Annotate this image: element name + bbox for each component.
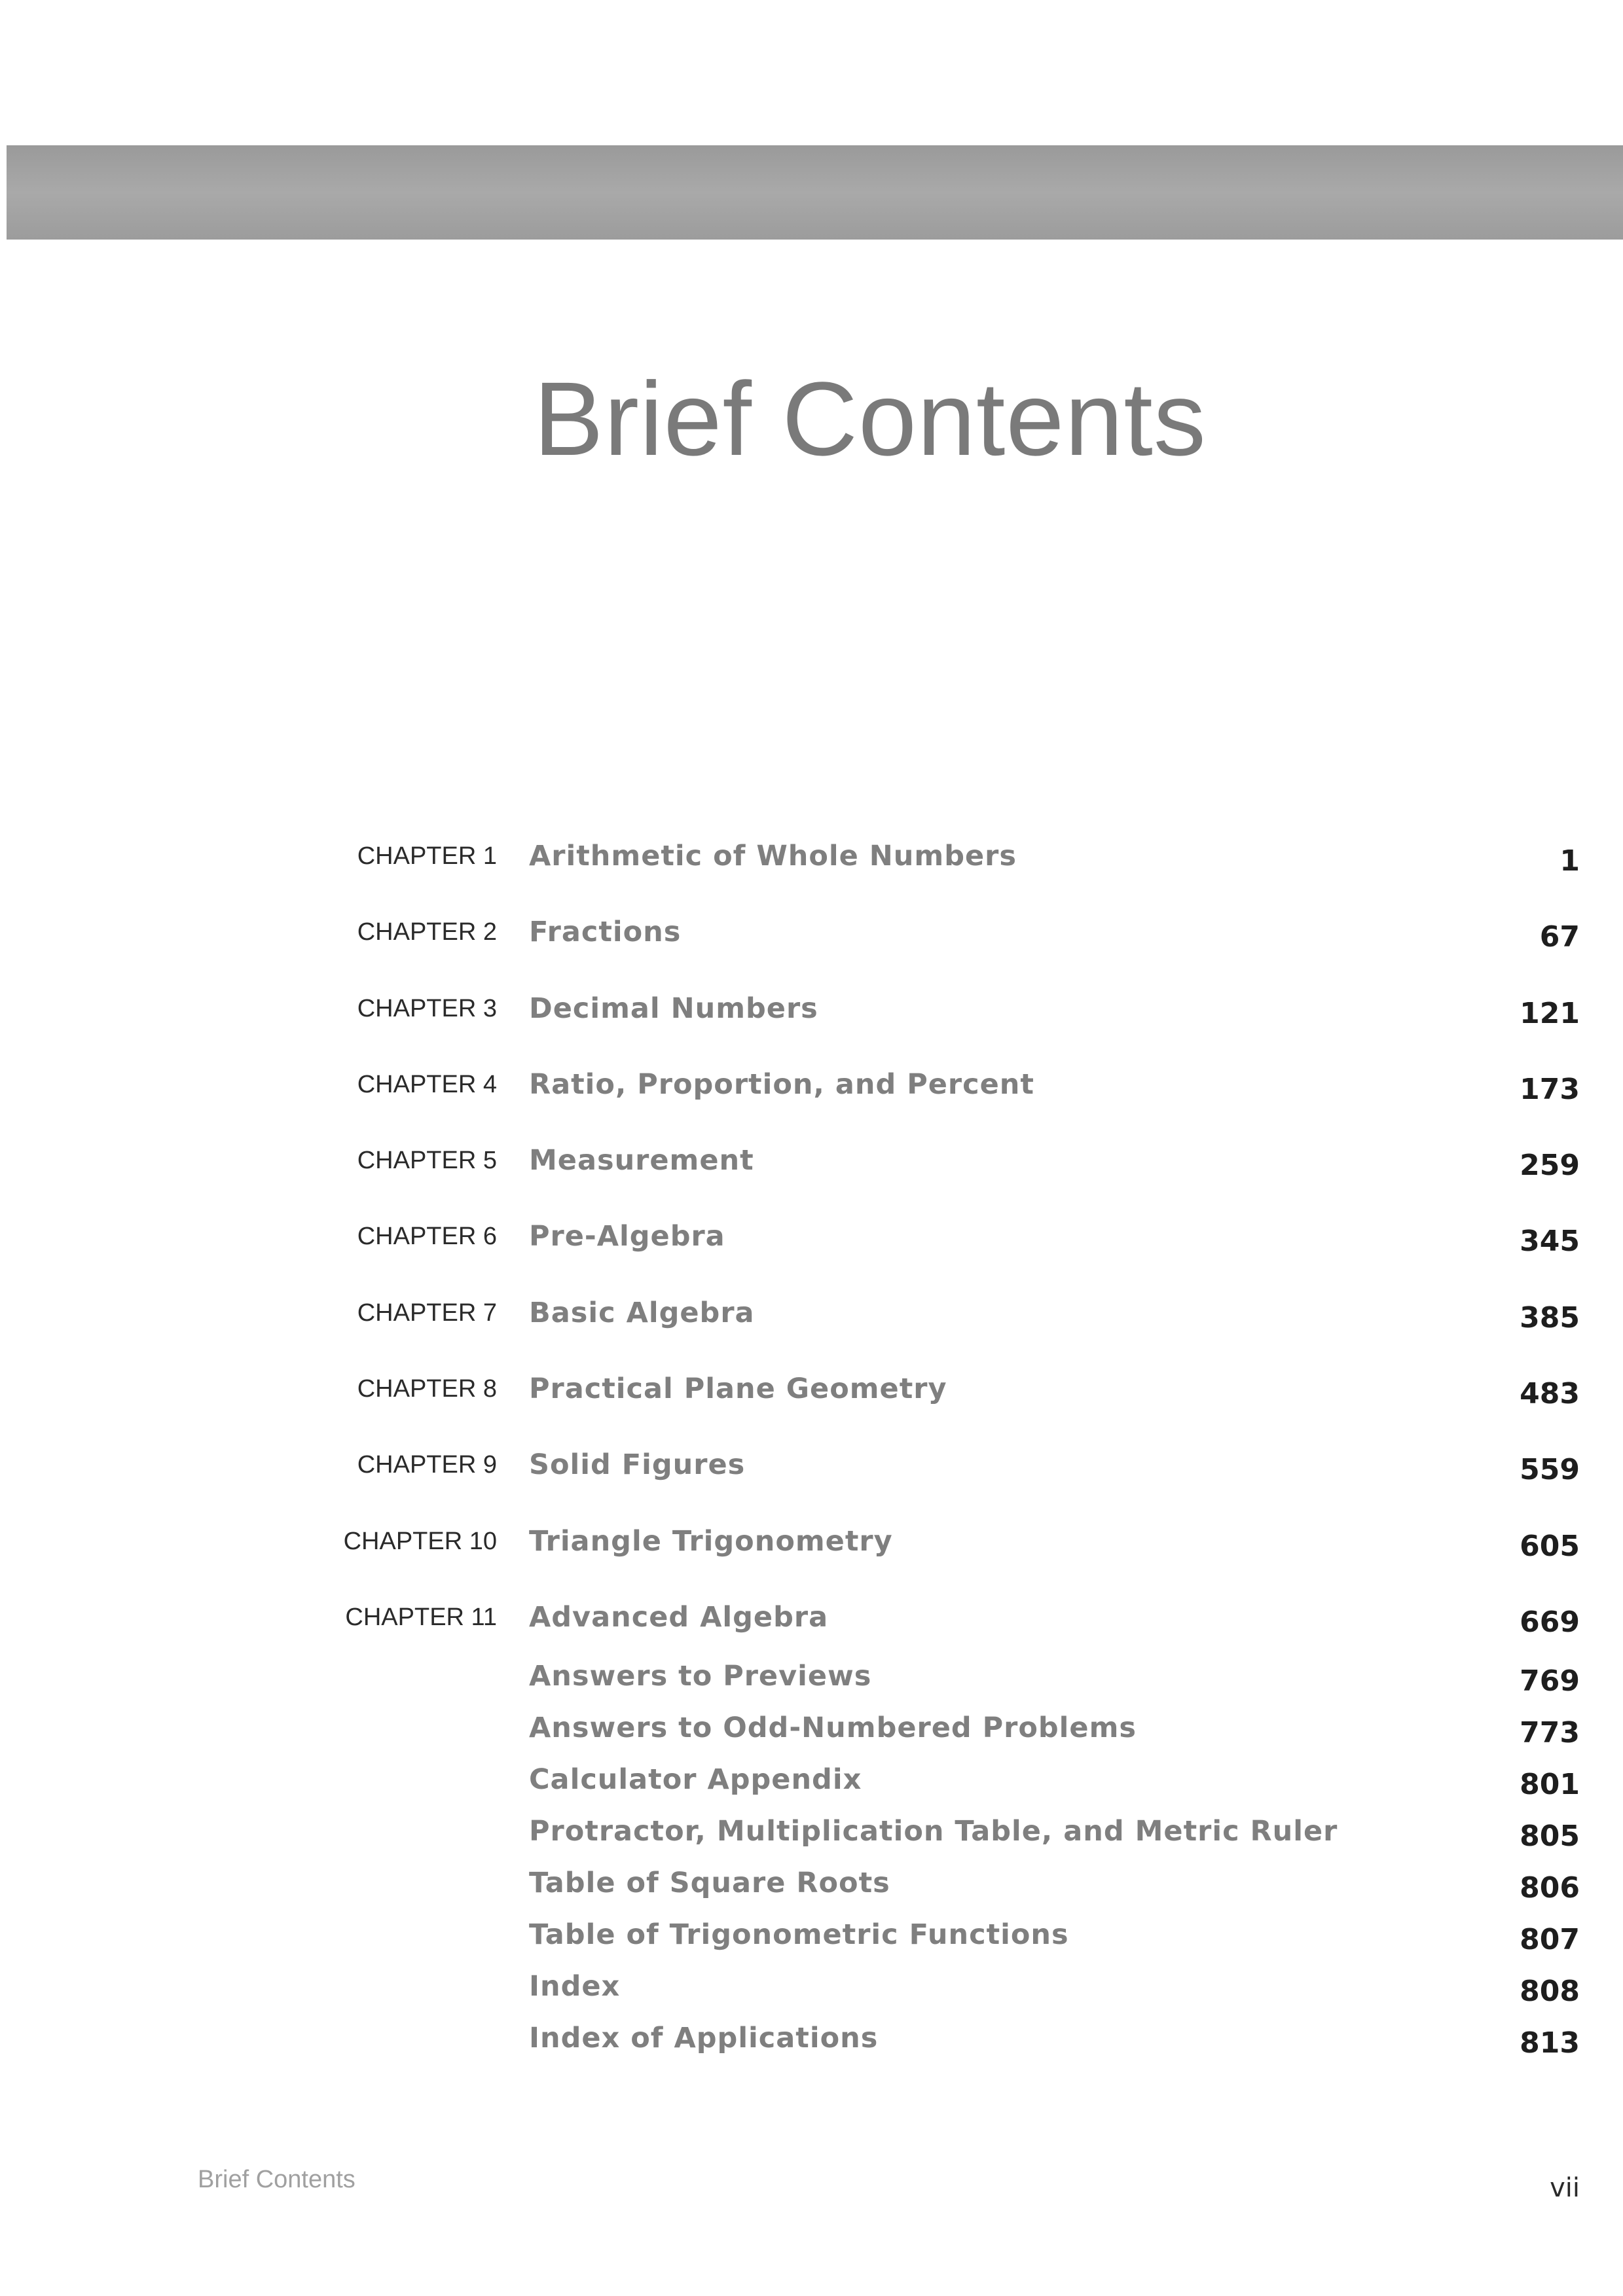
page-number: 801 [1520, 1768, 1580, 1801]
page-number: 559 [1520, 1453, 1580, 1486]
back-matter-title: Answers to Odd-Numbered Problems [529, 1712, 1137, 1744]
toc-back-matter-row[interactable] [0, 1867, 1623, 1912]
chapter-title: Pre-Algebra [529, 1220, 725, 1253]
toc-back-matter-row[interactable] [0, 1815, 1623, 1861]
page-number: 1 [1559, 844, 1580, 878]
page-number: 345 [1520, 1225, 1580, 1258]
toc-chapter-row[interactable] [0, 1220, 1623, 1266]
toc-chapter-row[interactable] [0, 1448, 1623, 1494]
page-number: 669 [1520, 1605, 1580, 1639]
page-number: 259 [1520, 1149, 1580, 1182]
toc-back-matter-row[interactable] [0, 1712, 1623, 1757]
chapter-label: CHAPTER 6 [357, 1223, 497, 1250]
toc-chapter-row[interactable] [0, 992, 1623, 1038]
chapter-title: Advanced Algebra [529, 1601, 829, 1634]
back-matter-title: Index [529, 1970, 621, 2003]
page-number: 813 [1520, 2026, 1580, 2060]
toc-chapter-row[interactable] [0, 1297, 1623, 1342]
chapter-title: Solid Figures [529, 1448, 746, 1481]
toc-chapter-row[interactable] [0, 1525, 1623, 1571]
chapter-title: Measurement [529, 1144, 754, 1177]
page-number: 605 [1520, 1530, 1580, 1563]
page-number: 773 [1520, 1716, 1580, 1749]
chapter-label: CHAPTER 9 [357, 1451, 497, 1479]
page-number: 805 [1520, 1820, 1580, 1853]
toc-chapter-row[interactable] [0, 840, 1623, 886]
chapter-label: CHAPTER 7 [357, 1299, 497, 1327]
toc-back-matter-row[interactable] [0, 1660, 1623, 1706]
toc-back-matter-row[interactable] [0, 1763, 1623, 1809]
page-number: 385 [1520, 1301, 1580, 1335]
chapter-title: Decimal Numbers [529, 992, 818, 1025]
page-number: 808 [1520, 1975, 1580, 2008]
back-matter-title: Table of Square Roots [529, 1867, 890, 1899]
back-matter-title: Index of Applications [529, 2022, 879, 2054]
page-number: 67 [1539, 920, 1580, 954]
page-number: 806 [1520, 1871, 1580, 1905]
back-matter-title: Table of Trigonometric Functions [529, 1918, 1069, 1951]
toc-back-matter-row[interactable] [0, 2022, 1623, 2068]
chapter-label: CHAPTER 8 [357, 1375, 497, 1403]
chapter-label: CHAPTER 4 [357, 1071, 497, 1098]
chapter-title: Arithmetic of Whole Numbers [529, 840, 1017, 872]
chapter-title: Basic Algebra [529, 1297, 755, 1329]
chapter-title: Ratio, Proportion, and Percent [529, 1068, 1034, 1101]
chapter-title: Practical Plane Geometry [529, 1372, 947, 1405]
toc-chapter-row[interactable] [0, 1144, 1623, 1190]
chapter-label: CHAPTER 3 [357, 995, 497, 1022]
toc-chapter-row[interactable] [0, 1068, 1623, 1114]
page-number: 769 [1520, 1664, 1580, 1698]
footer-page-number: vii [1550, 2173, 1580, 2203]
toc-chapter-row[interactable] [0, 916, 1623, 961]
chapter-title: Fractions [529, 916, 682, 948]
back-matter-title: Calculator Appendix [529, 1763, 862, 1796]
toc-back-matter-row[interactable] [0, 1970, 1623, 2016]
chapter-label: CHAPTER 11 [345, 1604, 497, 1631]
chapter-label: CHAPTER 2 [357, 918, 497, 946]
toc-chapter-row[interactable] [0, 1372, 1623, 1418]
chapter-label: CHAPTER 5 [357, 1147, 497, 1174]
chapter-label: CHAPTER 1 [357, 842, 497, 870]
back-matter-title: Protractor, Multiplication Table, and Metric Ruler [529, 1815, 1338, 1848]
page-number: 483 [1520, 1377, 1580, 1410]
chapter-title: Triangle Trigonometry [529, 1525, 893, 1558]
running-footer-title: Brief Contents [198, 2166, 356, 2193]
page-number: 807 [1520, 1923, 1580, 1956]
toc-back-matter-row[interactable] [0, 1918, 1623, 1964]
chapter-label: CHAPTER 10 [343, 1528, 497, 1555]
page-title: Brief Contents [534, 360, 1207, 477]
page-number: 173 [1520, 1073, 1580, 1106]
page-number: 121 [1520, 997, 1580, 1030]
back-matter-title: Answers to Previews [529, 1660, 872, 1693]
toc-chapter-row[interactable] [0, 1601, 1623, 1647]
